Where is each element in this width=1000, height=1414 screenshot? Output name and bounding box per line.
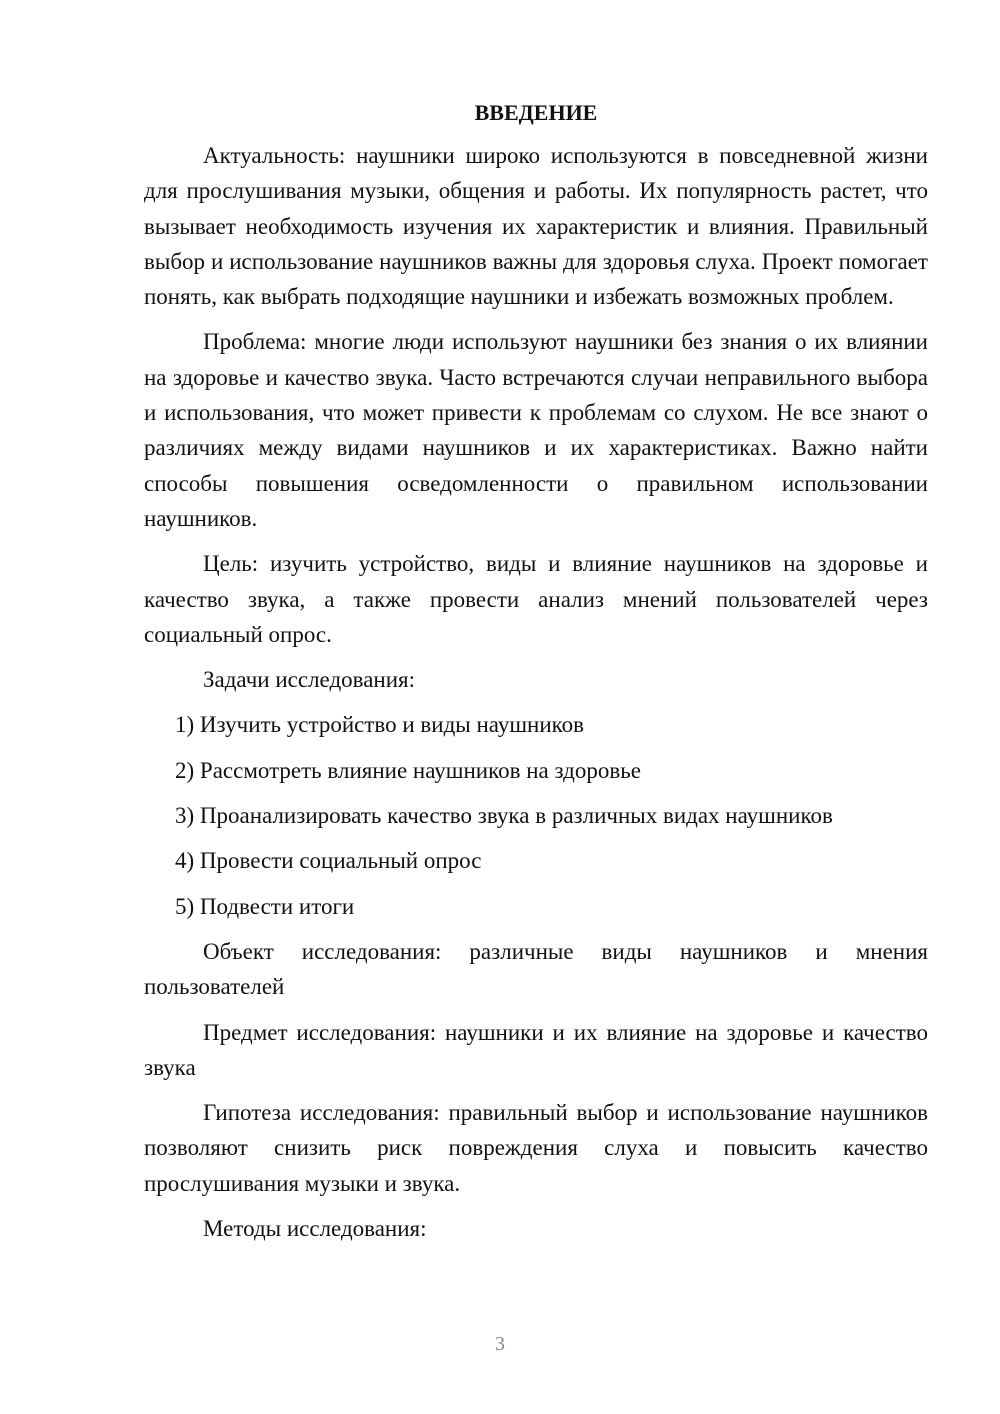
list-item: 1) Изучить устройство и виды наушников — [175, 712, 585, 738]
methods-heading: Методы исследования: — [203, 1216, 427, 1242]
subject-paragraph: Предмет исследования: наушники и их влияние на здоровье и качество звука — [144, 1019, 928, 1080]
section-title: ВВЕДЕНИЕ — [474, 100, 598, 125]
document-page — [144, 95, 928, 1256]
list-item: 2) Рассмотреть влияние наушников на здоровье — [175, 757, 641, 783]
list-item: 4) Провести социальный опрос — [175, 848, 482, 874]
list-item: 5) Подвести итоги — [175, 893, 355, 919]
tasks-heading: Задачи исследования: — [203, 667, 416, 693]
hypothesis-paragraph: Гипотеза исследования: правильный выбор и использование наушников позволяют снизить риск повреждения слуха и повысить качество прослушивания музыки и звука. — [144, 1100, 928, 1196]
problem-paragraph: Проблема: многие люди используют наушники без знания о их влиянии на здоровье и качество звука. Часто встречаются случаи неправильного выбора и использования, что может привести к проблемам со слухом. Не все знают о различиях между видами наушников и их характеристиках. Важно найти способы повышения осведомленности о правильном использовании наушников. — [144, 329, 928, 531]
relevance-paragraph: Актуальность: наушники широко используются в повседневной жизни для прослушивания музыки, общения и работы. Их популярность растет, что вызывает необходимость изучения их характеристик и влияния. Правильный выбор и использование наушников важны для здоровья слуха. Проект помогает понять, как выбрать подходящие наушники и избежать возможных проблем. — [144, 143, 928, 310]
list-item: 3) Проанализировать качество звука в различных видах наушников — [175, 803, 833, 829]
object-paragraph: Объект исследования: различные виды наушников и мнения пользователей — [144, 938, 928, 1000]
tasks-list — [144, 707, 928, 923]
goal-paragraph: Цель: изучить устройство, виды и влияние наушников на здоровье и качество звука, а также провести анализ мнений пользователей через социальный опрос. — [144, 551, 928, 647]
page-number: 3 — [495, 1333, 505, 1355]
